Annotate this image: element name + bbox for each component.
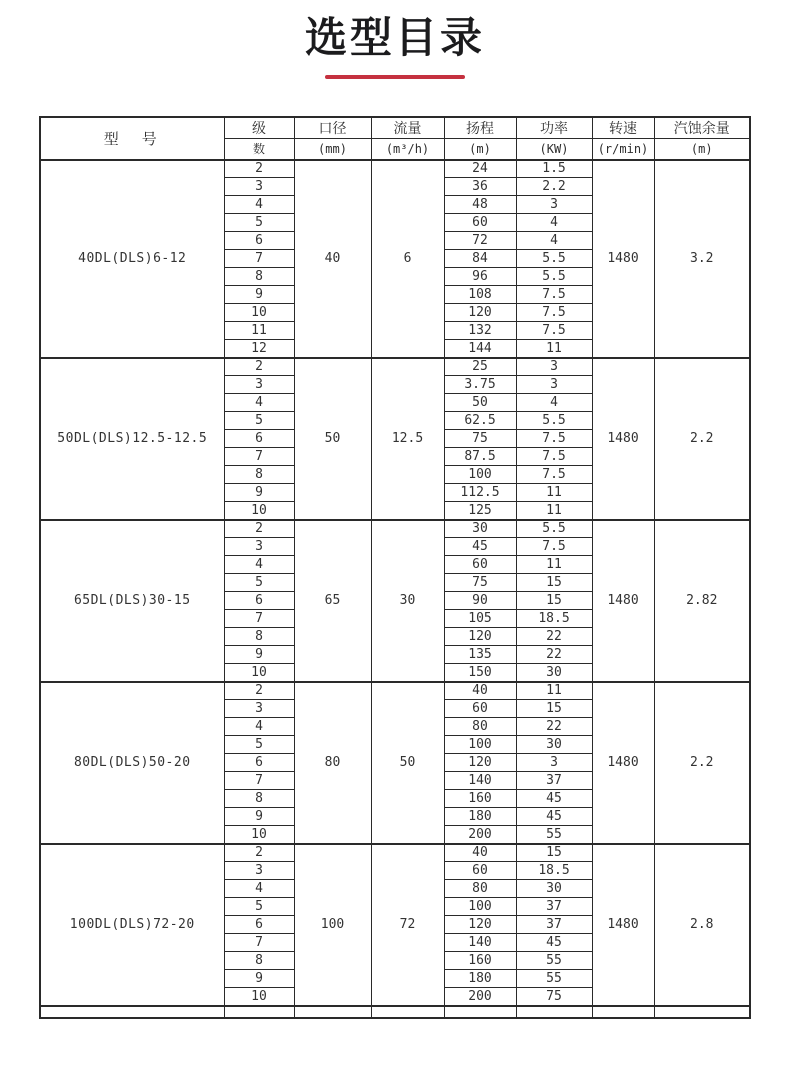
head-cell: 60	[444, 556, 516, 574]
head-cell: 62.5	[444, 412, 516, 430]
stage-cell: 2	[224, 160, 294, 178]
speed-cell	[592, 1006, 654, 1018]
col-header-head-unit: (m)	[444, 139, 516, 160]
col-header-model: 型 号	[40, 117, 224, 160]
speed-cell: 1480	[592, 520, 654, 682]
head-cell: 144	[444, 340, 516, 358]
stage-cell: 6	[224, 430, 294, 448]
col-header-npsh: 汽蚀余量	[654, 117, 750, 139]
power-cell: 11	[516, 502, 592, 520]
power-cell: 7.5	[516, 322, 592, 340]
power-cell: 4	[516, 394, 592, 412]
power-cell: 22	[516, 718, 592, 736]
stage-cell: 7	[224, 772, 294, 790]
header-row-names	[40, 117, 750, 139]
power-cell: 4	[516, 232, 592, 250]
power-cell: 7.5	[516, 448, 592, 466]
flow-cell: 6	[371, 160, 444, 358]
head-cell: 120	[444, 628, 516, 646]
stage-cell: 10	[224, 988, 294, 1006]
stage-cell: 5	[224, 412, 294, 430]
head-cell: 105	[444, 610, 516, 628]
head-cell: 180	[444, 808, 516, 826]
power-cell: 7.5	[516, 286, 592, 304]
diameter-cell: 65	[294, 520, 371, 682]
speed-cell: 1480	[592, 358, 654, 520]
power-cell: 30	[516, 880, 592, 898]
head-cell: 80	[444, 718, 516, 736]
power-cell: 3	[516, 196, 592, 214]
npsh-cell: 3.2	[654, 160, 750, 358]
col-header-diameter: 口径	[294, 117, 371, 139]
head-cell: 60	[444, 700, 516, 718]
page-title: 选型目录	[304, 13, 485, 62]
head-cell: 200	[444, 826, 516, 844]
flow-cell: 50	[371, 682, 444, 844]
table-row	[40, 844, 750, 862]
power-cell: 11	[516, 682, 592, 700]
col-header-power-unit: (KW)	[516, 139, 592, 160]
stage-cell: 6	[224, 916, 294, 934]
stage-cell: 4	[224, 556, 294, 574]
stage-cell: 7	[224, 934, 294, 952]
stage-cell: 9	[224, 808, 294, 826]
head-cell: 30	[444, 520, 516, 538]
power-cell: 7.5	[516, 466, 592, 484]
stage-cell: 2	[224, 682, 294, 700]
table-row	[40, 682, 750, 700]
power-cell: 55	[516, 952, 592, 970]
power-cell: 30	[516, 664, 592, 682]
stage-cell: 2	[224, 844, 294, 862]
stage-cell: 4	[224, 394, 294, 412]
power-cell: 7.5	[516, 538, 592, 556]
table-row	[40, 520, 750, 538]
flow-cell	[371, 1006, 444, 1018]
flow-cell: 30	[371, 520, 444, 682]
diameter-cell: 40	[294, 160, 371, 358]
col-header-power: 功率	[516, 117, 592, 139]
col-header-flow-unit: (m³/h)	[371, 139, 444, 160]
power-cell: 37	[516, 772, 592, 790]
stage-cell: 10	[224, 664, 294, 682]
stage-cell: 9	[224, 970, 294, 988]
head-cell: 108	[444, 286, 516, 304]
power-cell: 2.2	[516, 178, 592, 196]
head-cell: 140	[444, 934, 516, 952]
head-cell: 50	[444, 394, 516, 412]
stage-cell: 3	[224, 700, 294, 718]
head-cell: 160	[444, 952, 516, 970]
stage-cell: 3	[224, 376, 294, 394]
head-cell: 36	[444, 178, 516, 196]
stage-cell: 4	[224, 196, 294, 214]
power-cell: 15	[516, 592, 592, 610]
stage-cell: 5	[224, 898, 294, 916]
stage-cell: 9	[224, 286, 294, 304]
col-header-npsh-unit: (m)	[654, 139, 750, 160]
model-cell: 40DL(DLS)6-12	[40, 160, 224, 358]
power-cell: 45	[516, 808, 592, 826]
stage-cell: 8	[224, 952, 294, 970]
stage-cell: 5	[224, 736, 294, 754]
head-cell: 75	[444, 430, 516, 448]
model-cell: 80DL(DLS)50-20	[40, 682, 224, 844]
head-cell: 135	[444, 646, 516, 664]
stage-cell: 8	[224, 628, 294, 646]
head-cell: 40	[444, 682, 516, 700]
head-cell: 60	[444, 214, 516, 232]
col-header-diameter-unit: (mm)	[294, 139, 371, 160]
power-cell: 4	[516, 214, 592, 232]
stage-cell: 3	[224, 862, 294, 880]
npsh-cell: 2.2	[654, 358, 750, 520]
head-cell: 140	[444, 772, 516, 790]
stage-cell: 3	[224, 538, 294, 556]
head-cell: 132	[444, 322, 516, 340]
head-cell: 40	[444, 844, 516, 862]
head-cell: 100	[444, 736, 516, 754]
head-cell: 60	[444, 862, 516, 880]
head-cell	[444, 1006, 516, 1018]
power-cell: 18.5	[516, 862, 592, 880]
stage-cell: 10	[224, 304, 294, 322]
power-cell: 5.5	[516, 268, 592, 286]
pump-selection-table	[39, 116, 751, 1019]
stage-cell	[224, 1006, 294, 1018]
head-cell: 100	[444, 466, 516, 484]
power-cell: 15	[516, 574, 592, 592]
power-cell: 18.5	[516, 610, 592, 628]
stage-cell: 8	[224, 466, 294, 484]
diameter-cell: 80	[294, 682, 371, 844]
col-header-stages: 级	[224, 117, 294, 139]
npsh-cell	[654, 1006, 750, 1018]
stage-cell: 5	[224, 574, 294, 592]
power-cell: 3	[516, 376, 592, 394]
npsh-cell: 2.82	[654, 520, 750, 682]
power-cell: 11	[516, 340, 592, 358]
npsh-cell: 2.2	[654, 682, 750, 844]
diameter-cell: 50	[294, 358, 371, 520]
power-cell: 11	[516, 484, 592, 502]
stage-cell: 2	[224, 358, 294, 376]
col-header-stages-unit: 数	[224, 139, 294, 160]
title-underline	[325, 75, 465, 79]
power-cell	[516, 1006, 592, 1018]
power-cell: 5.5	[516, 520, 592, 538]
model-cell: 65DL(DLS)30-15	[40, 520, 224, 682]
power-cell: 7.5	[516, 304, 592, 322]
stage-cell: 3	[224, 178, 294, 196]
stage-cell: 7	[224, 250, 294, 268]
power-cell: 45	[516, 790, 592, 808]
col-header-head: 扬程	[444, 117, 516, 139]
head-cell: 120	[444, 304, 516, 322]
stage-cell: 10	[224, 826, 294, 844]
head-cell: 87.5	[444, 448, 516, 466]
power-cell: 37	[516, 898, 592, 916]
stage-cell: 2	[224, 520, 294, 538]
power-cell: 7.5	[516, 430, 592, 448]
power-cell: 30	[516, 736, 592, 754]
head-cell: 120	[444, 754, 516, 772]
head-cell: 48	[444, 196, 516, 214]
power-cell: 15	[516, 700, 592, 718]
stage-cell: 8	[224, 790, 294, 808]
head-cell: 96	[444, 268, 516, 286]
head-cell: 125	[444, 502, 516, 520]
power-cell: 11	[516, 556, 592, 574]
speed-cell: 1480	[592, 682, 654, 844]
table-row	[40, 358, 750, 376]
head-cell: 112.5	[444, 484, 516, 502]
model-cell	[40, 1006, 224, 1018]
head-cell: 72	[444, 232, 516, 250]
flow-cell: 12.5	[371, 358, 444, 520]
head-cell: 150	[444, 664, 516, 682]
model-cell: 50DL(DLS)12.5-12.5	[40, 358, 224, 520]
power-cell: 1.5	[516, 160, 592, 178]
col-header-speed-unit: (r/min)	[592, 139, 654, 160]
stage-cell: 9	[224, 484, 294, 502]
stage-cell: 12	[224, 340, 294, 358]
stage-cell: 9	[224, 646, 294, 664]
power-cell: 55	[516, 826, 592, 844]
power-cell: 75	[516, 988, 592, 1006]
stage-cell: 5	[224, 214, 294, 232]
stage-cell: 4	[224, 718, 294, 736]
diameter-cell: 100	[294, 844, 371, 1006]
power-cell: 45	[516, 934, 592, 952]
diameter-cell	[294, 1006, 371, 1018]
power-cell: 37	[516, 916, 592, 934]
power-cell: 3	[516, 358, 592, 376]
stage-cell: 10	[224, 502, 294, 520]
power-cell: 5.5	[516, 250, 592, 268]
stage-cell: 4	[224, 880, 294, 898]
col-header-flow: 流量	[371, 117, 444, 139]
head-cell: 200	[444, 988, 516, 1006]
head-cell: 180	[444, 970, 516, 988]
head-cell: 25	[444, 358, 516, 376]
head-cell: 80	[444, 880, 516, 898]
model-cell: 100DL(DLS)72-20	[40, 844, 224, 1006]
head-cell: 75	[444, 574, 516, 592]
power-cell: 5.5	[516, 412, 592, 430]
table-header	[40, 117, 750, 160]
power-cell: 22	[516, 646, 592, 664]
head-cell: 3.75	[444, 376, 516, 394]
stage-cell: 6	[224, 592, 294, 610]
power-cell: 55	[516, 970, 592, 988]
stage-cell: 6	[224, 754, 294, 772]
table-row-partial	[40, 1006, 750, 1018]
head-cell: 100	[444, 898, 516, 916]
head-cell: 90	[444, 592, 516, 610]
power-cell: 3	[516, 754, 592, 772]
col-header-speed: 转速	[592, 117, 654, 139]
head-cell: 45	[444, 538, 516, 556]
stage-cell: 11	[224, 322, 294, 340]
speed-cell: 1480	[592, 844, 654, 1006]
power-cell: 22	[516, 628, 592, 646]
stage-cell: 8	[224, 268, 294, 286]
table-body	[40, 160, 750, 1018]
flow-cell: 72	[371, 844, 444, 1006]
head-cell: 160	[444, 790, 516, 808]
power-cell: 15	[516, 844, 592, 862]
head-cell: 84	[444, 250, 516, 268]
stage-cell: 7	[224, 448, 294, 466]
npsh-cell: 2.8	[654, 844, 750, 1006]
head-cell: 120	[444, 916, 516, 934]
speed-cell: 1480	[592, 160, 654, 358]
table-row	[40, 160, 750, 178]
head-cell: 24	[444, 160, 516, 178]
stage-cell: 6	[224, 232, 294, 250]
stage-cell: 7	[224, 610, 294, 628]
